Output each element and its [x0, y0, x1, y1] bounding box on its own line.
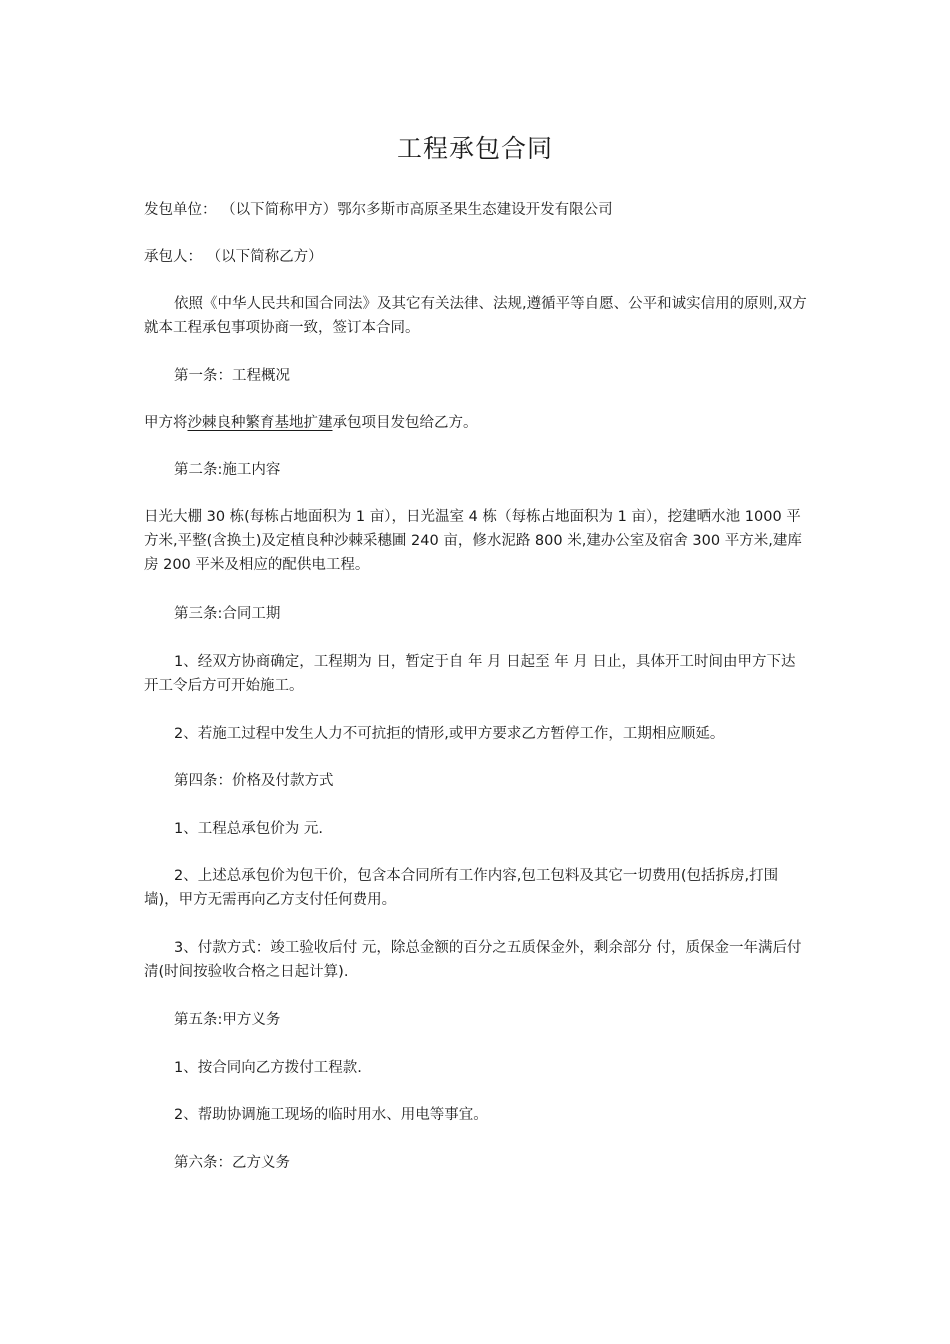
article-4-item-1: 1、工程总承包价为 元.: [174, 821, 323, 837]
article-3-heading: 第三条:合同工期: [174, 606, 281, 622]
preamble-paragraph: 依照《中华人民共和国合同法》及其它有关法律、法规,遵循平等自愿、公平和诚实信用的原则,双方就本工程承包事项协商一致，签订本合同。: [144, 296, 807, 336]
article-1-suffix: 承包项目发包给乙方。: [332, 415, 478, 431]
article-2-heading: 第二条:施工内容: [174, 462, 281, 478]
article-6-heading: 第六条：乙方义务: [174, 1155, 290, 1171]
article-4-heading: 第四条：价格及付款方式: [174, 773, 334, 789]
article-1-heading: 第一条：工程概况: [174, 368, 290, 384]
article-4-item-3: 3、付款方式：竣工验收后付 元，除总金额的百分之五质保金外，剩余部分 付，质保金一年满后付清(时间按验收合格之日起计算).: [144, 940, 802, 980]
document-title: 工程承包合同: [396, 134, 553, 163]
article-4-item-2: 2、上述总承包价为包干价，包含本合同所有工作内容,包工包料及其它一切费用(包括拆房,打围墙)，甲方无需再向乙方支付任何费用。: [144, 868, 779, 908]
article-5-item-1: 1、按合同向乙方拨付工程款.: [174, 1060, 362, 1076]
article-1-prefix: 甲方将: [144, 415, 188, 431]
project-name: 沙棘良种繁育基地扩建: [187, 415, 333, 431]
article-5-heading: 第五条:甲方义务: [174, 1012, 281, 1028]
article-5-item-2: 2、帮助协调施工现场的临时用水、用电等事宜。: [174, 1107, 488, 1123]
employer-line: 发包单位： （以下简称甲方）鄂尔多斯市高原圣果生态建设开发有限公司: [144, 202, 613, 218]
article-1-body: [144, 411, 808, 435]
article-3-item-2: 2、若施工过程中发生人力不可抗拒的情形,或甲方要求乙方暂停工作，工期相应顺延。: [174, 726, 725, 742]
article-2-body: 日光大棚 30 栋(每栋占地面积为 1 亩），日光温室 4 栋（每栋占地面积为 1 亩），挖建晒水池 1000 平方米,平整(含换土)及定植良种沙棘采穗圃 240 亩，修水泥路 800 米,建办公室及宿舍 300 平方米,建库房 200 平米及相应的配供电工程。: [144, 509, 802, 573]
article-3-item-1: 1、经双方协商确定，工程期为 日，暂定于自 年 月 日起至 年 月 日止，具体开工时间由甲方下达开工令后方可开始施工。: [144, 654, 796, 694]
contractor-line: 承包人： （以下简称乙方）: [144, 249, 323, 265]
